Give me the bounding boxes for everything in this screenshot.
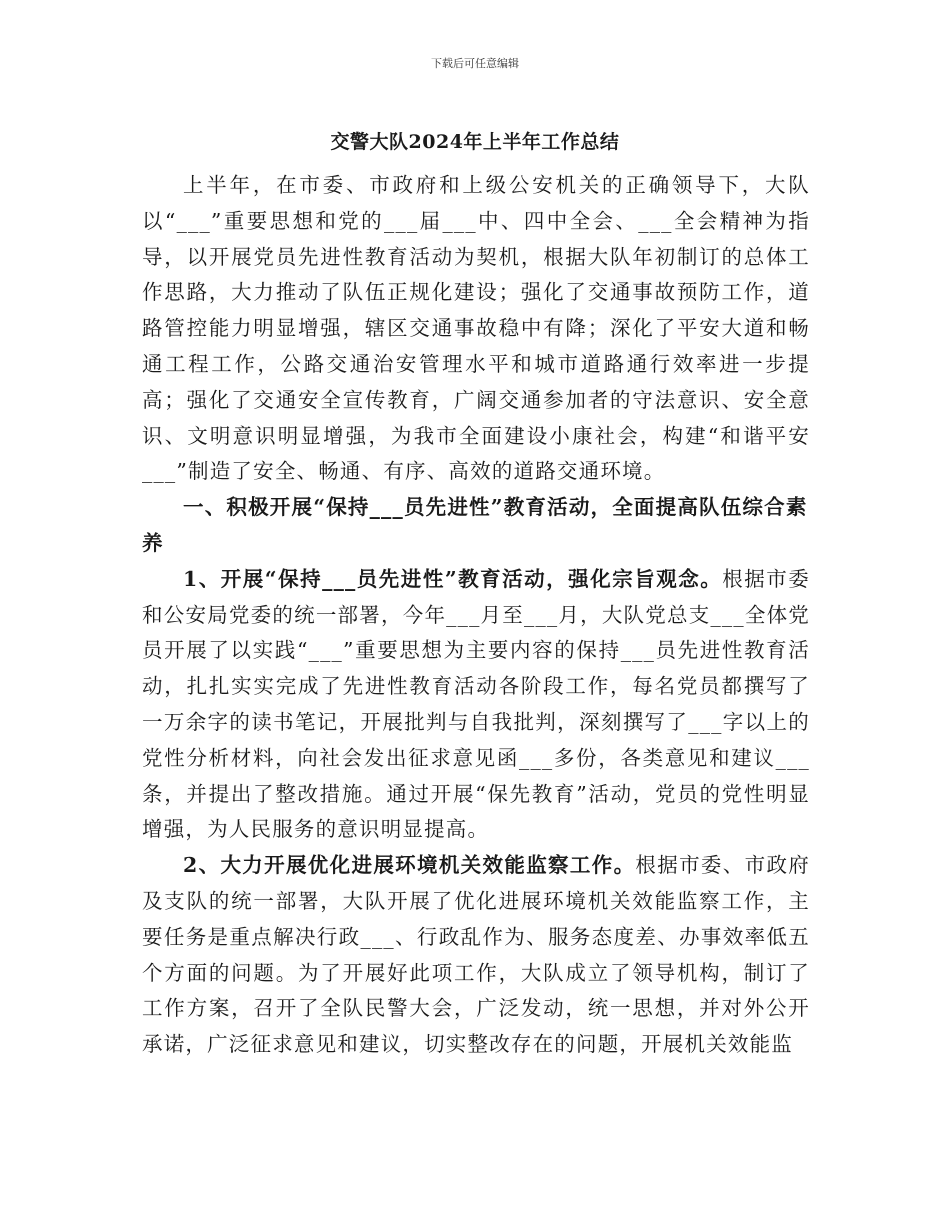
item-lead: 2、大力开展优化进展环境机关效能监察工作。 [183,853,636,878]
section-1-heading: 一、积极开展“保持___员先进性”教育活动，全面提高队伍综合素养 [142,495,808,555]
section-1-item-1 [142,562,810,848]
header-note: 下载后可任意编辑 [431,57,519,70]
item-lead: 1、开展“保持___员先进性”教育活动，强化宗旨观念。 [183,566,723,591]
intro-paragraph: 上半年，在市委、市政府和上级公安机关的正确领导下，大队以“___”重要思想和党的___届___中、四中全会、___全会精神为指导，以开展党员先进性教育活动为契机，根据大队年初制订的总体工作思路，大力推动了队伍正规化建设；强化了交通事故预防工作，道路管控能力明显增强，辖区交通事故稳中有降；深化了平安大道和畅通工程工作，公路交通治安管理水平和城市道路通行效率进一步提高；强化了交通安全宣传教育，广阔交通参加者的守法意识、安全意识、文明意识明显增强，为我市全面建设小康社会，构建“和谐平安___”制造了安全、畅通、有序、高效的道路交通环境。 [142,173,810,484]
item-body: 根据市委和公安局党委的统一部署，今年___月至___月，大队党总支___全体党员开展了以实践“___”重要思想为主要内容的保持___员先进性教育活动，扎扎实实完成了先进性教育活动各阶段工作，每名党员都撰写了一万余字的读书笔记，开展批判与自我批判，深刻撰写了___字以上的党性分析材料，向社会发出征求意见函___多份，各类意见和建议___条，并提出了整改措施。通过开展“保先教育”活动，党员的党性明显增强，为人民服务的意识明显提高。 [142,566,810,842]
document-body [142,168,810,1063]
document-title: 交警大队2024年上半年工作总结 [330,131,620,153]
section-1-item-2 [142,848,810,1063]
item-body: 根据市委、市政府及支队的统一部署，大队开展了优化进展环境机关效能监察工作，主要任务是重点解决行政___、行政乱作为、服务态度差、办事效率低五个方面的问题。为了开展好此项工作，大队成立了领导机构，制订了工作方案，召开了全队民警大会，广泛发动，统一思想，并对外公开承诺，广泛征求意见和建议，切实整改存在的问题，开展机关效能监 [142,853,810,1057]
